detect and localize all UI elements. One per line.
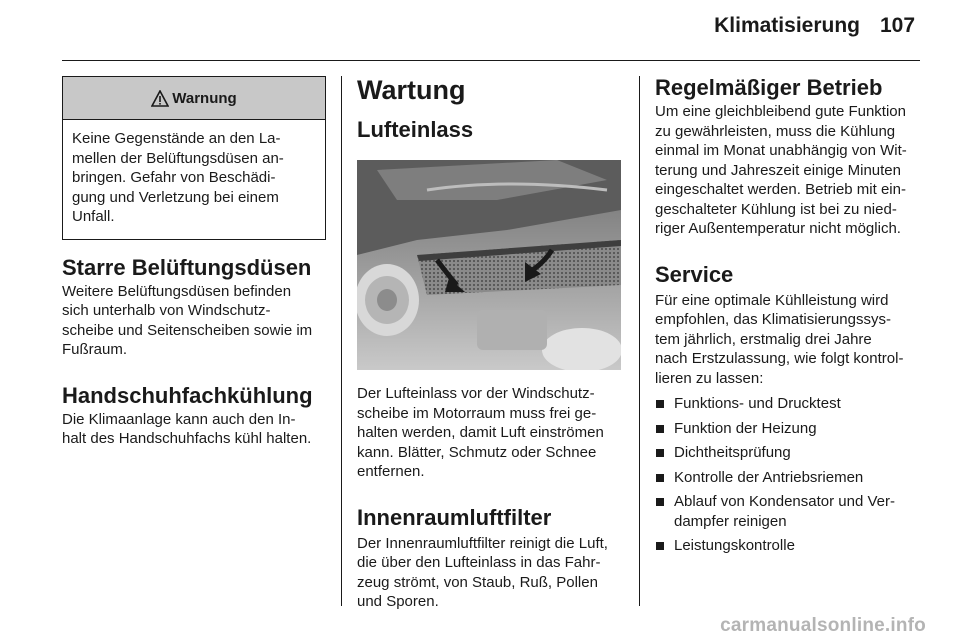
list-item: Funktions- und Drucktest — [655, 394, 925, 414]
text-line: Weitere Belüftungsdüsen befinden — [62, 282, 292, 300]
text-line: gung und Verletzung bei einem — [72, 188, 279, 206]
section-heading-service: Service — [655, 261, 734, 287]
list-item: Funktion der Heizung — [655, 419, 925, 439]
text-line: die über den Lufteinlass in das Fahr- — [357, 554, 601, 571]
text-line: scheibe im Motorraum muss frei ge- — [357, 404, 597, 422]
paragraph-handschuh — [62, 410, 328, 449]
paragraph-starre — [62, 282, 328, 360]
text-line: terung und Jahreszeit einige Minuten — [655, 161, 901, 179]
column-divider-1 — [341, 76, 342, 606]
text-line: Der Innenraumluftfilter reinigt die Luft, — [357, 534, 608, 552]
text-line: lieren zu lassen: — [655, 369, 764, 387]
column-middle — [357, 74, 625, 612]
subheading-lufteinlass: Lufteinlass — [357, 117, 474, 142]
text-line: mellen der Belüftungsdüsen an- — [72, 149, 284, 167]
service-checklist — [655, 394, 925, 556]
text-line: halten werden, damit Luft einströmen — [357, 424, 604, 441]
text-line: bringen. Gefahr von Beschädi- — [72, 169, 276, 186]
text-line: Keine Gegenstände an den La- — [72, 130, 281, 147]
list-item: Dichtheitsprüfung — [655, 443, 925, 463]
paragraph-regel — [655, 102, 925, 239]
bullet-square-icon — [656, 474, 664, 482]
running-header-title: Klimatisierung — [714, 14, 860, 37]
text-line: Fußraum. — [62, 341, 128, 358]
text-line: Um eine gleichbleibend gute Funktion — [655, 103, 906, 120]
warning-triangle-icon — [151, 90, 169, 107]
warning-box — [62, 76, 326, 240]
text-line: entfernen. — [357, 463, 425, 480]
text-line: riger Außentemperatur nicht möglich. — [655, 220, 901, 237]
text-line: sich unterhalb von Windschutz- — [62, 302, 271, 319]
text-line: zeug strömt, von Staub, Ruß, Pollen — [357, 573, 598, 591]
engine-bay-photo — [357, 160, 621, 370]
list-item: Leistungskontrolle — [655, 536, 925, 556]
text-line: halt des Handschuhfachs kühl halten. — [62, 430, 312, 447]
section-heading-starre: Starre Belüftungsdüsen — [62, 254, 312, 280]
text-line: und Sporen. — [357, 593, 439, 610]
bullet-square-icon — [656, 400, 664, 408]
text-line: zu gewährleisten, muss die Kühlung — [655, 122, 896, 140]
list-item: Ablauf von Kondensator und Ver- dampfer reinigen — [655, 492, 925, 531]
text-line: empfohlen, das Klimatisierungssys- — [655, 311, 891, 328]
column-divider-2 — [639, 76, 640, 606]
section-heading-handschuh: Handschuhfachkühlung — [62, 382, 313, 408]
section-heading-innenraum: Innenraumluftfilter — [357, 504, 552, 530]
warning-text — [63, 120, 325, 239]
bullet-square-icon — [656, 498, 664, 506]
text-line: Für eine optimale Kühlleistung wird — [655, 291, 889, 309]
text-line: geschalteter Kühlung ist bei zu nied- — [655, 200, 897, 218]
warning-title: Warnung — [172, 89, 237, 107]
text-line: tem jährlich, erstmalig drei Jahre — [655, 330, 872, 348]
bullet-square-icon — [656, 425, 664, 433]
section-heading-regel: Regelmäßiger Betrieb — [655, 75, 883, 100]
watermark-link[interactable]: carmanualsonline.info — [720, 615, 926, 636]
text-line: Die Klimaanlage kann auch den In- — [62, 410, 296, 428]
column-left — [62, 76, 328, 449]
text-line: kann. Blätter, Schmutz oder Schnee — [357, 443, 597, 461]
text-line: einmal im Monat unabhängig von Wit- — [655, 142, 907, 159]
column-right — [655, 74, 925, 561]
bullet-square-icon — [656, 542, 664, 550]
section-heading-wartung: Wartung — [357, 75, 466, 105]
text-line: eingeschaltet werden. Betrieb mit ein- — [655, 181, 906, 198]
text-line: Der Lufteinlass vor der Windschutz- — [357, 385, 595, 402]
paragraph-service — [655, 291, 925, 389]
bullet-square-icon — [656, 449, 664, 457]
warning-header — [63, 77, 325, 120]
list-item: Kontrolle der Antriebsriemen — [655, 468, 925, 488]
text-line: scheibe und Seitenscheiben sowie im — [62, 321, 313, 339]
text-line: Unfall. — [72, 208, 115, 225]
paragraph-innenraum — [357, 534, 625, 612]
text-line: nach Erstzulassung, wie folgt kontrol- — [655, 350, 904, 367]
header-rule — [62, 60, 920, 61]
page-number: 107 — [880, 14, 916, 37]
paragraph-lufteinlass — [357, 384, 625, 482]
